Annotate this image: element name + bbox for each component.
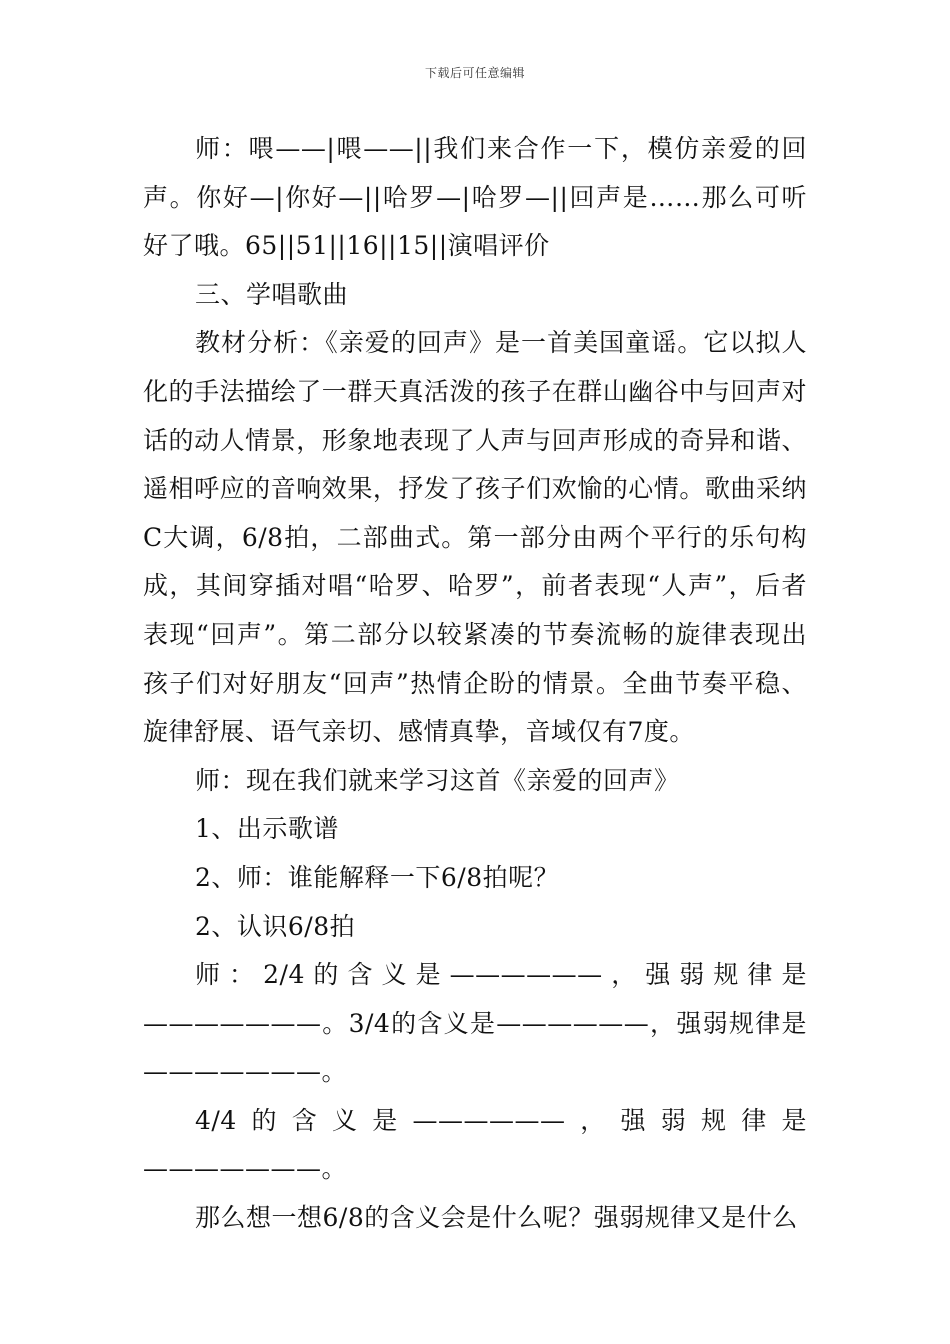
paragraph-material-analysis: 教材分析：《亲爱的回声》是一首美国童谣。它以拟人化的手法描绘了一群天真活泼的孩子在群山幽谷中与回声对话的动人情景，形象地表现了人声与回声形成的奇异和谐、遥相呼应的音响效果，抒发了孩子们欢愉的心情。歌曲采纳C大调，6/8拍，二部曲式。第一部分由两个平行的乐句构成，其间穿插对唱“哈罗、哈罗”，前者表现“人声”，后者表现“回声”。第二部分以较紧凑的节奏流畅的旋律表现出孩子们对好朋友“回声”热情企盼的情景。全曲节奏平稳、旋律舒展、语气亲切、感情真挚，音域仅有7度。 bbox=[143, 328, 807, 747]
paragraph-teacher-echo: 师：喂——|喂——||我们来合作一下，模仿亲爱的回声。你好—|你好—||哈罗—|哈罗—||回声是……那么可听好了哦。65||51||16||15||演唱评价 bbox=[143, 134, 807, 261]
paragraph-teacher-intro: 师：现在我们就来学习这首《亲爱的回声》 bbox=[195, 765, 680, 795]
list-item-show-score: 1、出示歌谱 bbox=[195, 814, 339, 844]
paragraph-four-four-meter: 4/4的含义是——————，强弱规律是———————。 bbox=[143, 1105, 807, 1184]
list-item-know-meter: 2、认识6/8拍 bbox=[195, 911, 356, 941]
paragraph-meter-questions: 师：2/4的含义是——————，强弱规律是———————。3/4的含义是——————，强弱规律是———————。 bbox=[143, 960, 807, 1087]
section-heading-learn-song: 三、学唱歌曲 bbox=[195, 279, 349, 309]
list-item-explain-meter: 2、师：谁能解释一下6/8拍呢？ bbox=[195, 862, 560, 892]
paragraph-six-eight-question: 那么想一想6/8的含义会是什么呢？强弱规律又是什么 bbox=[195, 1203, 798, 1233]
page-header: 下载后可任意编辑 bbox=[424, 66, 525, 80]
document-body bbox=[143, 125, 807, 1243]
